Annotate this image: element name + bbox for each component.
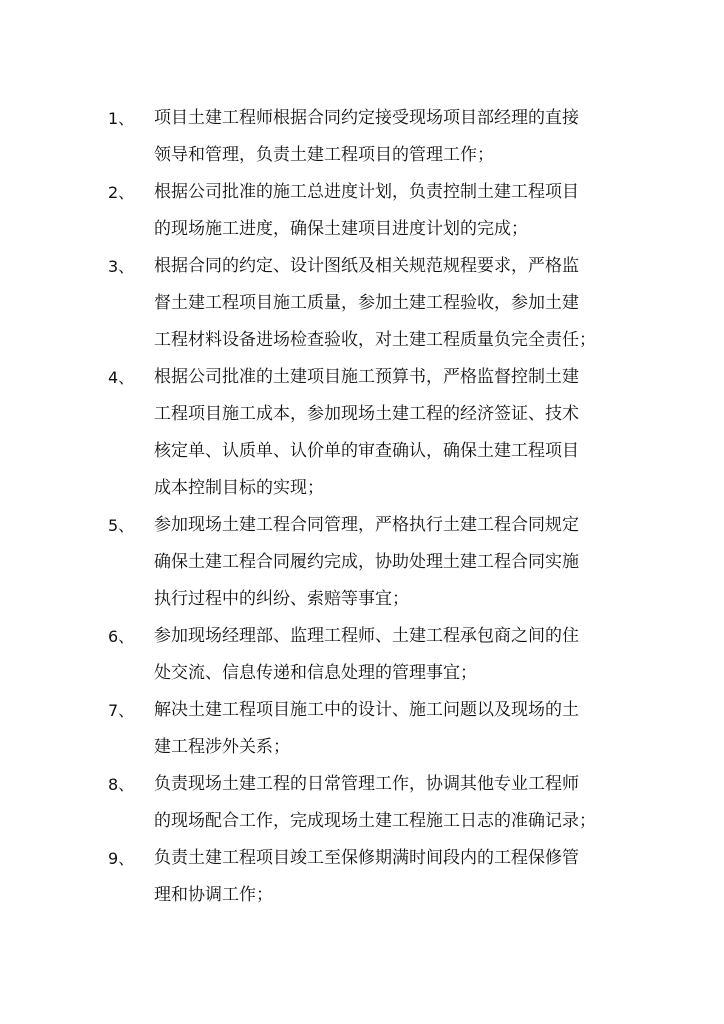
item-number: 1、 [108,109,135,128]
item-number: 2、 [108,183,135,202]
text-line: 参加现场经理部、监理工程师、土建工程承包商之间的住 [154,626,579,646]
item-text [154,174,616,248]
text-line: 根据合同的约定、设计图纸及相关规范规程要求，严格监 [154,256,579,276]
text-line: 建工程涉外关系； [154,737,290,757]
item-text [154,248,616,359]
text-line: 核定单、认质单、认价单的审查确认，确保土建工程项目 [154,441,579,461]
list-item [0,100,724,174]
text-line: 负责现场土建工程的日常管理工作，协调其他专业工程师 [154,774,579,794]
list-item [0,840,724,914]
text-line: 参加现场土建工程合同管理，严格执行土建工程合同规定 [154,515,579,535]
list-item [0,766,724,840]
text-line: 工程项目施工成本，参加现场土建工程的经济签证、技术 [154,404,579,424]
item-text [154,840,616,914]
list-item [0,248,724,359]
text-line: 负责土建工程项目竣工至保修期满时间段内的工程保修管 [154,848,579,868]
text-line: 根据公司批准的土建项目施工预算书，严格监督控制土建 [154,367,579,387]
text-line: 工程材料设备进场检查验收，对土建工程质量负完全责任； [154,330,596,350]
list-item [0,507,724,618]
text-line: 项目土建工程师根据合同约定接受现场项目部经理的直接 [154,108,579,128]
text-line: 确保土建工程合同履约完成，协助处理土建工程合同实施 [154,552,579,572]
item-number: 8、 [108,775,135,794]
item-text [154,766,616,840]
item-text [154,692,616,766]
text-line: 根据公司批准的施工总进度计划，负责控制土建工程项目 [154,182,579,202]
text-line: 处交流、信息传递和信息处理的管理事宜； [154,663,477,683]
item-text [154,618,616,692]
text-line: 成本控制目标的实现； [154,478,324,498]
item-number: 5、 [108,516,135,535]
item-number: 4、 [108,368,135,387]
item-number: 7、 [108,701,135,720]
text-line: 解决土建工程项目施工中的设计、施工问题以及现场的土 [154,700,579,720]
text-line: 执行过程中的纠纷、索赔等事宜； [154,589,409,609]
item-number: 3、 [108,257,135,276]
item-text [154,507,616,618]
text-line: 的现场施工进度，确保土建项目进度计划的完成； [154,219,528,239]
text-line: 的现场配合工作，完成现场土建工程施工日志的准确记录； [154,811,596,831]
list-item [0,359,724,507]
list-item [0,692,724,766]
item-number: 9、 [108,849,135,868]
text-line: 领导和管理，负责土建工程项目的管理工作； [154,145,494,165]
item-text [154,359,616,507]
list-item [0,174,724,248]
duty-list [0,100,724,914]
list-item [0,618,724,692]
text-line: 督土建工程项目施工质量，参加土建工程验收，参加土建 [154,293,579,313]
item-number: 6、 [108,627,135,646]
item-text [154,100,616,174]
text-line: 理和协调工作； [154,885,273,905]
